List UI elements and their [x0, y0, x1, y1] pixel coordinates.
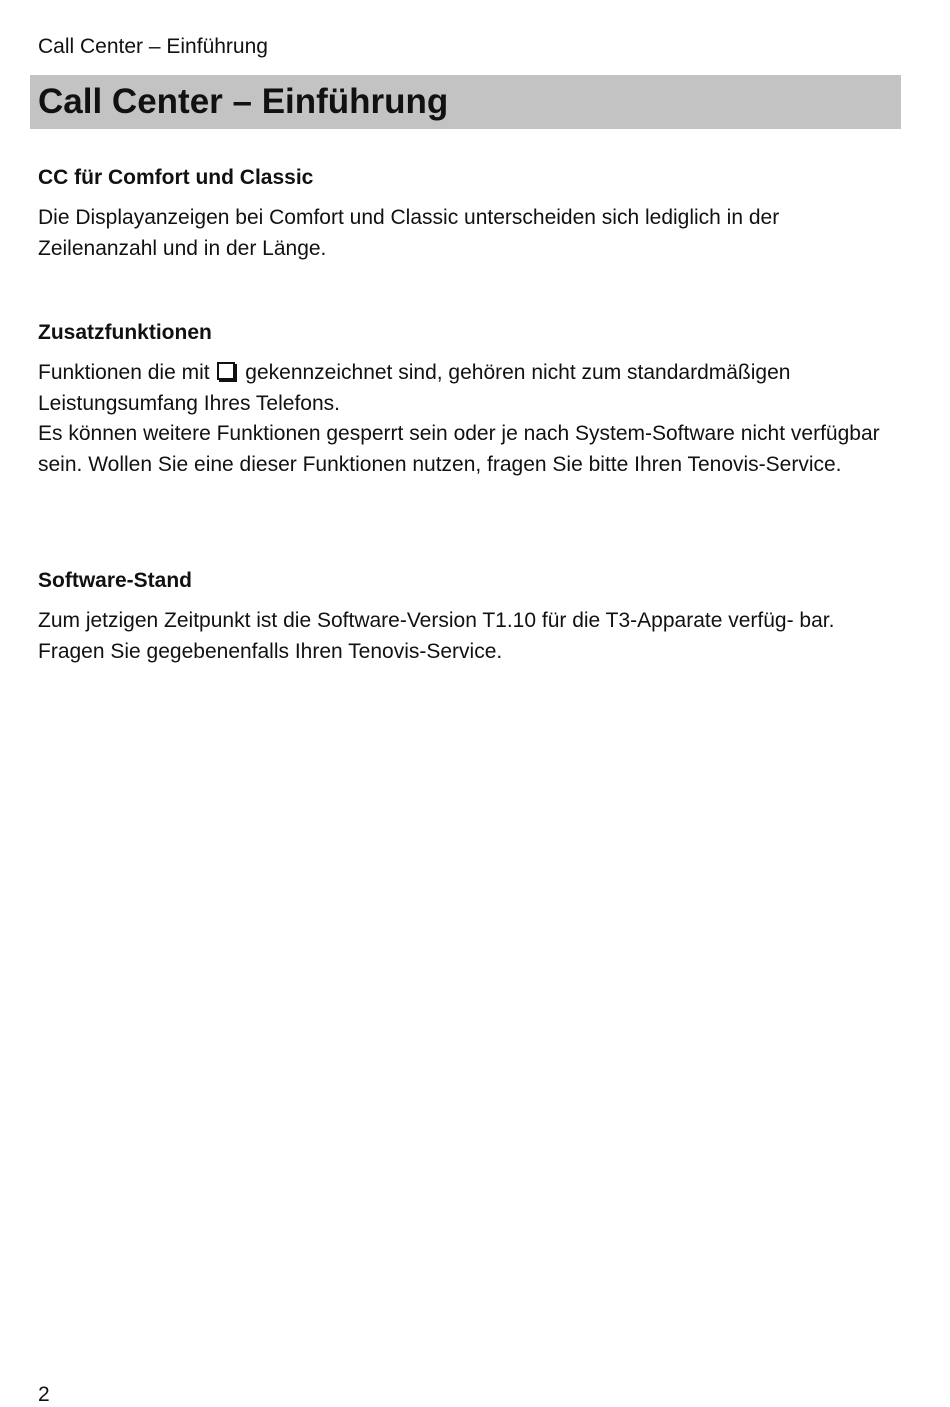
paragraph-text-start: Funktionen die mit [38, 361, 210, 384]
optional-feature-box-icon [217, 362, 235, 380]
section-cc-comfort-classic [38, 165, 888, 264]
section-software-stand [38, 568, 888, 667]
section-paragraph: Die Displayanzeigen bei Comfort und Classic unterscheiden sich lediglich in der Zeilenanzahl und in der Länge. [38, 206, 780, 260]
title-bar [30, 75, 901, 129]
paragraph-text-end: gekennzeichnet sind, gehören nicht zum standardmäßigen Leistungsumfang Ihres Telefons. [38, 361, 791, 415]
page-number: 2 [38, 1383, 50, 1406]
page-title: Call Center – Einführung [38, 82, 449, 121]
section-heading: CC für Comfort und Classic [38, 166, 314, 189]
section-paragraph: Es können weitere Funktionen gesperrt sein oder je nach System-Software nicht verfügbar sein. Wollen Sie eine dieser Funktionen nutzen, fragen Sie bitte Ihren Tenovis-Service. [38, 422, 880, 476]
running-header: Call Center – Einführung [38, 35, 268, 58]
section-paragraph [38, 358, 888, 419]
section-heading: Software-Stand [38, 569, 193, 592]
section-heading: Zusatzfunktionen [38, 321, 212, 344]
section-zusatzfunktionen [38, 320, 888, 480]
section-paragraph: Zum jetzigen Zeitpunkt ist die Software-Version T1.10 für die T3-Apparate verfüg- bar. Fragen Sie gegebenenfalls Ihren Tenovis-Service. [38, 609, 835, 663]
